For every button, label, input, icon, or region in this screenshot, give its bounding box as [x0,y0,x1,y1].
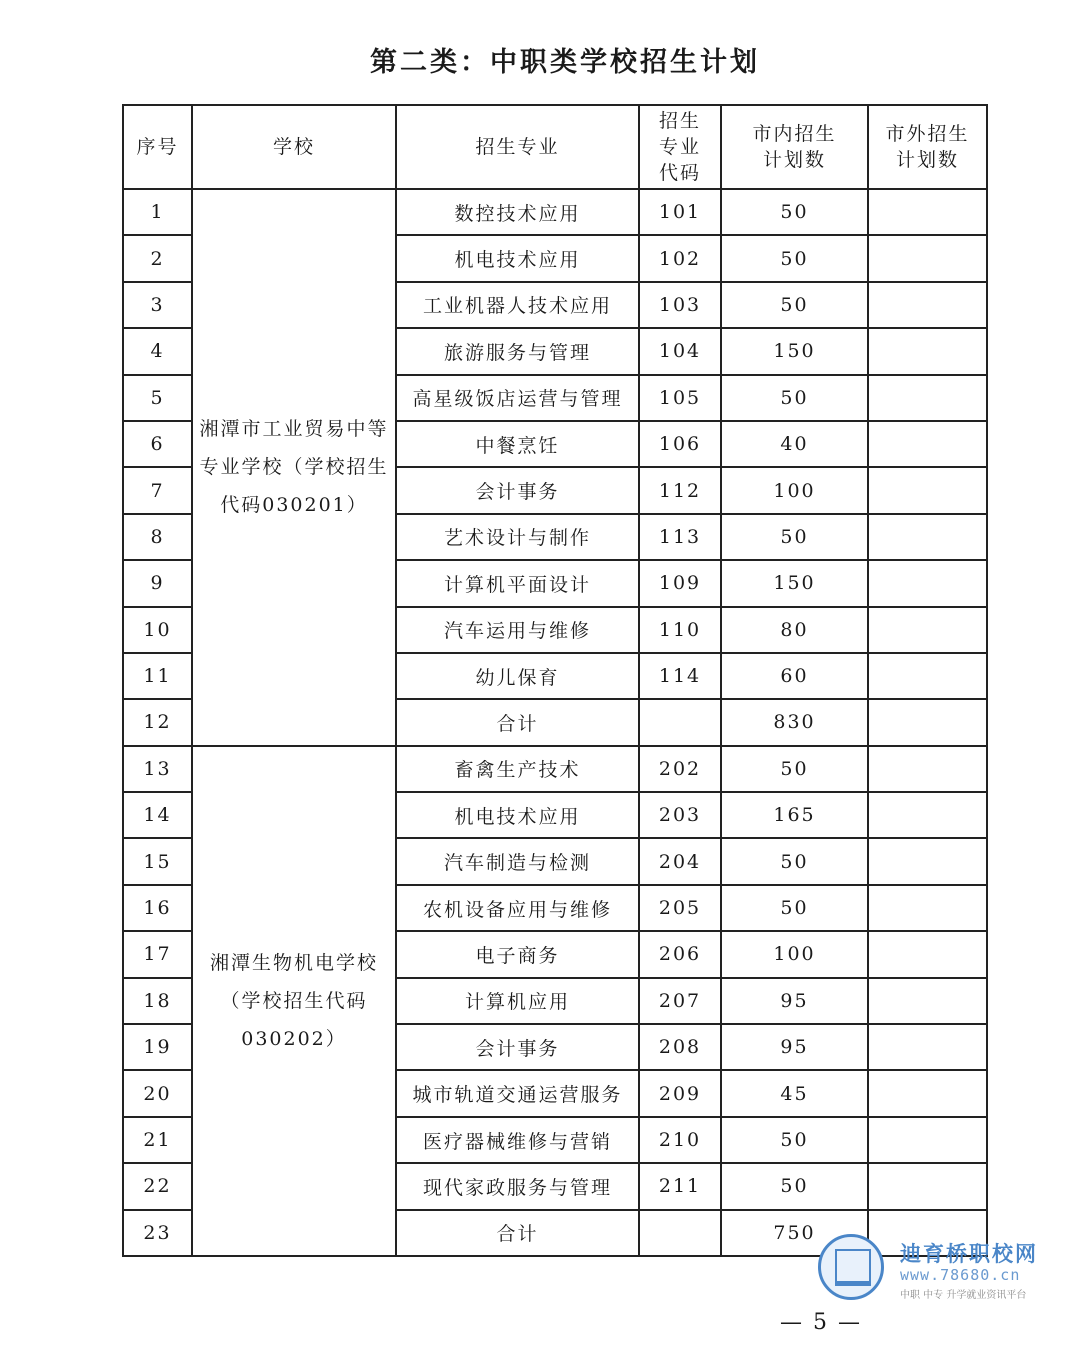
watermark-name: 迪育桥职校网 [900,1242,1038,1266]
row-major: 计算机应用 [396,978,639,1024]
row-seq: 15 [123,838,192,884]
row-local-plan: 50 [721,1163,868,1209]
row-outside-plan [868,328,987,374]
row-code: 112 [639,467,721,513]
row-outside-plan [868,746,987,792]
watermark-tagline: 中职 中专 升学就业资讯平台 [900,1290,1027,1301]
row-local-plan: 830 [721,699,868,745]
header-local-plan: 市内招生计划数 [721,105,868,189]
row-code [639,699,721,745]
row-outside-plan [868,792,987,838]
row-outside-plan [868,467,987,513]
row-seq: 17 [123,931,192,977]
row-code: 105 [639,375,721,421]
row-code: 204 [639,838,721,884]
row-major: 工业机器人技术应用 [396,282,639,328]
row-outside-plan [868,699,987,745]
row-local-plan: 60 [721,653,868,699]
row-seq: 6 [123,421,192,467]
header-outside-plan: 市外招生计划数 [868,105,987,189]
watermark-logo-icon [818,1234,884,1300]
header-school: 学校 [192,105,396,189]
row-seq: 12 [123,699,192,745]
row-seq: 16 [123,885,192,931]
row-outside-plan [868,1163,987,1209]
row-local-plan: 95 [721,978,868,1024]
row-major: 中餐烹饪 [396,421,639,467]
row-local-plan: 50 [721,282,868,328]
row-seq: 14 [123,792,192,838]
row-major: 城市轨道交通运营服务 [396,1070,639,1116]
row-major: 医疗器械维修与营销 [396,1117,639,1163]
table-header-row [123,105,987,189]
row-code: 106 [639,421,721,467]
row-local-plan: 750 [721,1210,868,1256]
row-code: 210 [639,1117,721,1163]
row-seq: 11 [123,653,192,699]
row-code: 202 [639,746,721,792]
row-seq: 2 [123,235,192,281]
row-seq: 7 [123,467,192,513]
row-seq: 19 [123,1024,192,1070]
row-outside-plan [868,1024,987,1070]
row-code: 211 [639,1163,721,1209]
row-local-plan: 165 [721,792,868,838]
row-seq: 8 [123,514,192,560]
row-seq: 1 [123,189,192,235]
row-code: 206 [639,931,721,977]
row-outside-plan [868,838,987,884]
row-local-plan: 50 [721,514,868,560]
header-seq: 序号 [123,105,192,189]
row-code: 110 [639,607,721,653]
row-major: 数控技术应用 [396,189,639,235]
row-local-plan: 45 [721,1070,868,1116]
row-code: 203 [639,792,721,838]
enrollment-plan-table [122,104,988,1257]
page-title: 第二类：中职类学校招生计划 [370,47,760,78]
row-outside-plan [868,885,987,931]
row-code: 109 [639,560,721,606]
page-number: — 5 — [780,1310,862,1335]
row-seq: 23 [123,1210,192,1256]
header-major: 招生专业 [396,105,639,189]
row-local-plan: 150 [721,560,868,606]
row-outside-plan [868,607,987,653]
row-code: 205 [639,885,721,931]
row-outside-plan [868,514,987,560]
row-outside-plan [868,1117,987,1163]
row-major: 会计事务 [396,467,639,513]
row-outside-plan [868,653,987,699]
row-code: 102 [639,235,721,281]
row-local-plan: 95 [721,1024,868,1070]
row-code: 101 [639,189,721,235]
row-seq: 5 [123,375,192,421]
row-seq: 18 [123,978,192,1024]
row-seq: 4 [123,328,192,374]
watermark-url: www.78680.cn [900,1266,1021,1284]
row-code: 114 [639,653,721,699]
row-major: 艺术设计与制作 [396,514,639,560]
table-row [123,189,987,235]
row-major: 机电技术应用 [396,235,639,281]
row-major: 合计 [396,699,639,745]
row-major: 合计 [396,1210,639,1256]
row-outside-plan [868,931,987,977]
row-outside-plan [868,189,987,235]
header-code: 招生专业代码 [639,105,721,189]
row-outside-plan [868,560,987,606]
row-major: 畜禽生产技术 [396,746,639,792]
row-local-plan: 100 [721,931,868,977]
row-local-plan: 40 [721,421,868,467]
row-local-plan: 50 [721,375,868,421]
row-code: 103 [639,282,721,328]
row-local-plan: 100 [721,467,868,513]
watermark [818,1232,1068,1304]
row-seq: 3 [123,282,192,328]
row-major: 计算机平面设计 [396,560,639,606]
table-row [123,746,987,792]
row-seq: 22 [123,1163,192,1209]
row-code: 209 [639,1070,721,1116]
row-outside-plan [868,1070,987,1116]
row-major: 汽车运用与维修 [396,607,639,653]
row-major: 农机设备应用与维修 [396,885,639,931]
row-local-plan: 50 [721,189,868,235]
row-outside-plan [868,375,987,421]
row-code: 113 [639,514,721,560]
row-major: 现代家政服务与管理 [396,1163,639,1209]
row-outside-plan [868,235,987,281]
row-local-plan: 80 [721,607,868,653]
row-code: 104 [639,328,721,374]
row-outside-plan [868,978,987,1024]
row-seq: 10 [123,607,192,653]
row-local-plan: 50 [721,235,868,281]
row-major: 会计事务 [396,1024,639,1070]
row-outside-plan [868,282,987,328]
row-seq: 21 [123,1117,192,1163]
row-local-plan: 50 [721,838,868,884]
row-local-plan: 50 [721,1117,868,1163]
row-major: 幼儿保育 [396,653,639,699]
row-major: 汽车制造与检测 [396,838,639,884]
row-seq: 13 [123,746,192,792]
row-code [639,1210,721,1256]
row-seq: 9 [123,560,192,606]
row-local-plan: 50 [721,885,868,931]
row-local-plan: 50 [721,746,868,792]
row-major: 电子商务 [396,931,639,977]
row-major: 高星级饭店运营与管理 [396,375,639,421]
row-code: 207 [639,978,721,1024]
row-major: 机电技术应用 [396,792,639,838]
school-name: 湘潭市工业贸易中等专业学校（学校招生代码030201） [192,189,396,746]
row-seq: 20 [123,1070,192,1116]
row-major: 旅游服务与管理 [396,328,639,374]
row-outside-plan [868,421,987,467]
school-name: 湘潭生物机电学校（学校招生代码030202） [192,746,396,1256]
row-code: 208 [639,1024,721,1070]
row-local-plan: 150 [721,328,868,374]
